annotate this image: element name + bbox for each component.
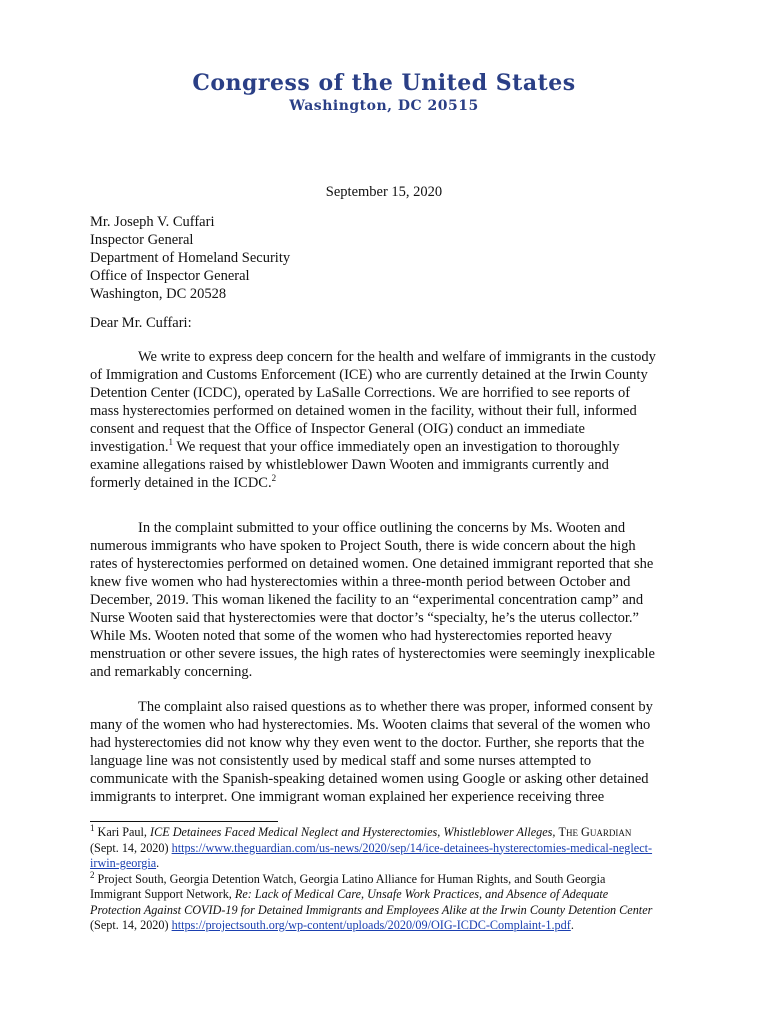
recipient-address xyxy=(90,213,290,303)
paragraph-line: many of the women who had hysterectomies. Ms. Wooten claims that several of the women who xyxy=(90,717,651,733)
footnote-2-date: (Sept. 14, 2020) xyxy=(90,918,172,932)
footnote-mark-1: 1 xyxy=(90,822,95,833)
letterhead-address: Washington, DC 20515 xyxy=(289,98,479,114)
paragraph-line: mass hysterectomies performed on detained women in the facility, without their full, informed xyxy=(90,403,637,419)
footnote-2-text: Project South, Georgia Detention Watch, Georgia Latino Alliance for Human Rights, and South Georgia xyxy=(94,871,606,886)
salutation: Dear Mr. Cuffari: xyxy=(90,315,192,331)
footnote-ref-1[interactable]: 1 xyxy=(168,437,174,448)
recipient-office: Office of Inspector General xyxy=(90,268,250,284)
footnote-1-end: . xyxy=(156,856,160,870)
paragraph-line: The complaint also raised questions as to whether there was proper, informed consent by xyxy=(138,699,653,715)
paragraph-line: numerous immigrants who have spoken to Project South, there is wide concern about the high xyxy=(90,538,636,554)
paragraph-line: Nurse Wooten said that hysterectomies were that doctor’s “specialty, he’s the uterus collector.” xyxy=(90,610,639,626)
paragraph-line xyxy=(90,474,676,492)
recipient-title: Inspector General xyxy=(90,232,194,248)
footnote-2-title: Protection Against COVID-19 for Detained Immigrants and Employees Alike at the Irwin County Detention Center xyxy=(90,902,653,917)
paragraph-line: had hysterectomies did not know why they even went to the doctor. Further, she reports that the xyxy=(90,735,645,751)
paragraph-line: consent and request that the Office of Inspector General (OIG) conduct an immediate xyxy=(90,421,585,437)
letterhead-title: Congress of the United States xyxy=(192,70,576,96)
recipient-department: Department of Homeland Security xyxy=(90,250,291,266)
footnote-2-title: Re: Lack of Medical Care, Unsafe Work Practices, and Absence of Adequate xyxy=(234,887,609,901)
footnote-1-line xyxy=(90,856,680,872)
paragraph-line: December, 2019. This woman likened the facility to an “experimental concentration camp” and xyxy=(90,592,644,608)
footnote-1-author: Kari Paul, xyxy=(97,825,151,839)
paragraph-line: While Ms. Wooten noted that some of the women who had hysterectomies reported heavy xyxy=(90,628,613,644)
paragraph-line xyxy=(90,438,676,456)
footnote-2-line xyxy=(90,918,680,934)
footnote-mark-2: 2 xyxy=(90,869,95,880)
footnote-divider xyxy=(90,821,278,822)
footnote-1-line xyxy=(90,841,680,857)
footnote-2-text: Immigrant Support Network, xyxy=(90,887,235,901)
paragraph-line: In the complaint submitted to your office outlining the concerns by Ms. Wooten and xyxy=(138,520,626,536)
footnote-1-link-cont[interactable]: irwin-georgia xyxy=(90,856,157,870)
paragraph-line: menstruation or other severe issues, the high rates of hysterectomies were seemingly inexplicable xyxy=(90,646,655,662)
body-paragraph-2 xyxy=(90,519,676,681)
paragraph-line: communicate with the Spanish-speaking detained women using Google or asking other detained xyxy=(90,771,649,787)
footnote-2-link[interactable]: https://projectsouth.org/wp-content/uploads/2020/09/OIG-ICDC-Complaint-1.pdf xyxy=(171,918,571,932)
paragraph-line: knew five women who had hysterectomies within a three-month period between October and xyxy=(90,574,631,590)
footnote-1-link[interactable]: https://www.theguardian.com/us-news/2020/sep/14/ice-detainees-hysterectomies-medical-neglect- xyxy=(171,840,653,855)
footnote-1-publication: The Guardian xyxy=(558,825,632,839)
paragraph-text: investigation. xyxy=(90,439,169,455)
paragraph-line: of Immigration and Customs Enforcement (ICE) who are currently detained at the Irwin County xyxy=(90,367,648,383)
paragraph-line: rates of hysterectomies performed on detained women. One detained immigrant reported that she xyxy=(90,556,654,572)
footnote-1-line xyxy=(90,822,680,841)
footnote-2-line xyxy=(90,869,680,888)
footnote-2-line xyxy=(90,903,680,919)
paragraph-line: and remarkably concerning. xyxy=(90,664,253,680)
paragraph-line: language line was not consistently used by medical staff and some nurses attempted to xyxy=(90,753,592,769)
footnote-2-line xyxy=(90,887,680,903)
footnotes xyxy=(90,822,680,934)
recipient-city: Washington, DC 20528 xyxy=(90,286,227,302)
footnote-1-date: (Sept. 14, 2020) xyxy=(90,840,172,855)
paragraph-line: immigrants to interpret. One immigrant woman explained her experience receiving three xyxy=(90,789,605,805)
paragraph-text: formerly detained in the ICDC. xyxy=(90,475,272,491)
footnote-1-title: ICE Detainees Faced Medical Neglect and Hysterectomies, Whistleblower Alleges, xyxy=(150,825,556,839)
paragraph-text: We request that your office immediately open an investigation to thoroughly xyxy=(173,439,620,455)
body-paragraph-1 xyxy=(90,348,676,492)
paragraph-line: Detention Center (ICDC), operated by LaSalle Corrections. We are horrified to see reports of xyxy=(90,385,631,401)
paragraph-line: We write to express deep concern for the health and welfare of immigrants in the custody xyxy=(138,349,656,365)
footnote-2-end: . xyxy=(570,918,574,932)
footnote-ref-2[interactable]: 2 xyxy=(271,473,277,484)
recipient-name: Mr. Joseph V. Cuffari xyxy=(90,214,215,230)
letter-date: September 15, 2020 xyxy=(325,184,443,200)
paragraph-line: examine allegations raised by whistleblower Dawn Wooten and immigrants currently and xyxy=(90,457,609,473)
body-paragraph-3 xyxy=(90,698,676,806)
